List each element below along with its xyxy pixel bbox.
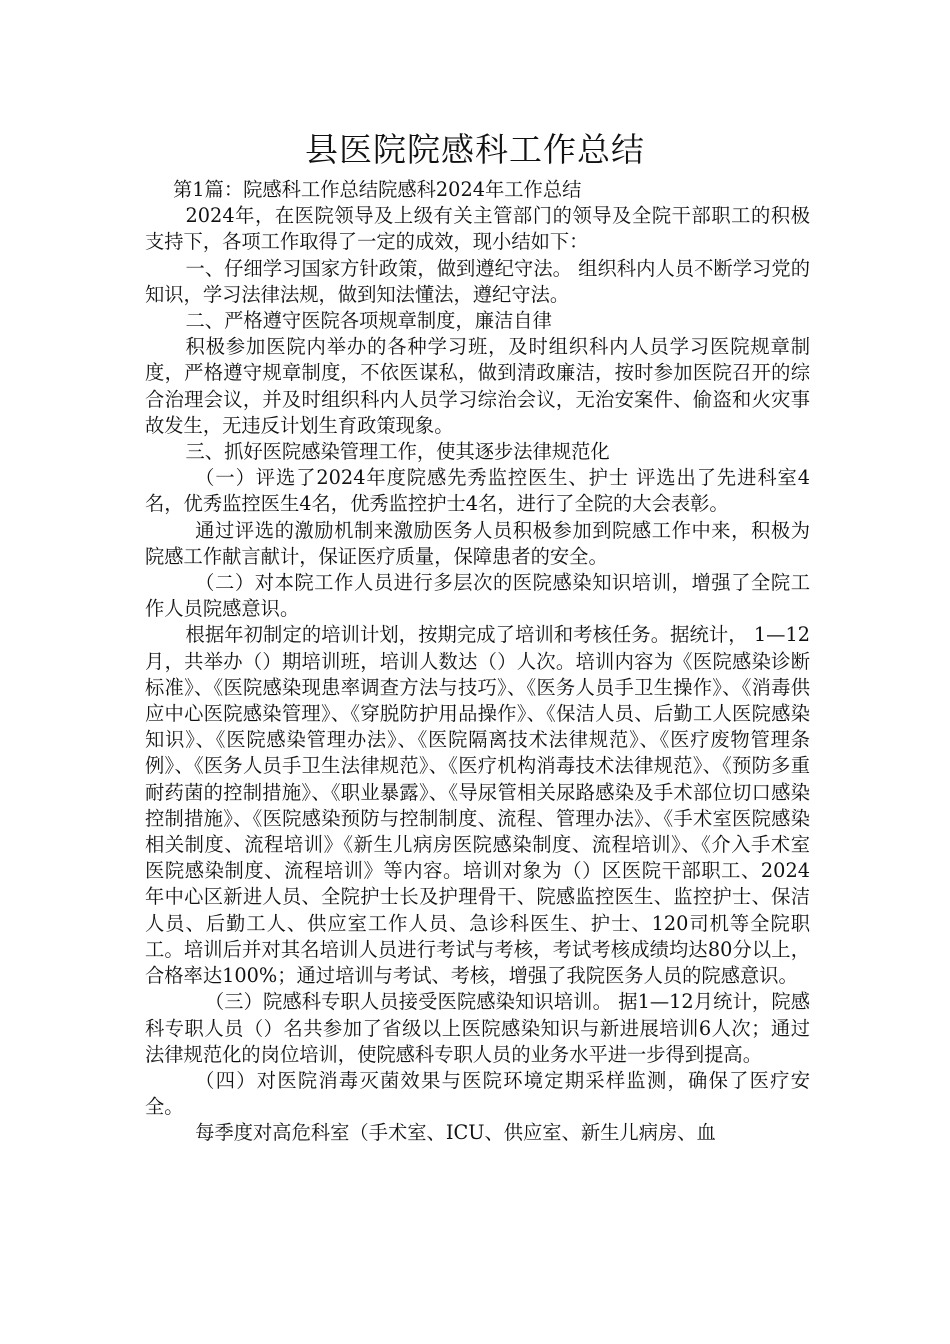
paragraph: 通过评选的激励机制来激励医务人员积极参加到院感工作中来，积极为院感工作献言献计，保证医疗质量，保障患者的安全。	[145, 518, 810, 568]
document-title: 县医院院感科工作总结	[305, 130, 645, 169]
paragraph: 一、仔细学习国家方针政策，做到遵纪守法。 组织科内人员不断学习党的知识，学习法律法规，做到知法懂法，遵纪守法。	[145, 256, 810, 306]
paragraph: 根据年初制定的培训计划，按期完成了培训和考核任务。据统计， 1—12月，共举办（）期培训班，培训人数达（）人次。培训内容为《医院感染诊断标准》、《医院感染现患率调查方法与技巧》、《医务人员手卫生操作》、《消毒供应中心医院感染管理》、《穿脱防护用品操作》、《保洁人员、后勤工人医院感染知识》、《医院感染管理办法》、《医院隔离技术法律规范》、《医疗废物管理条例》、《医务人员手卫生法律规范》、《医疗机构消毒技术法律规范》、《预防多重耐药菌的控制措施》、《职业暴露》、《导尿管相关尿路感染及手术部位切口感染控制措施》、《医院感染预防与控制制度、流程、管理办法》、《手术室医院感染相关制度、流程培训》《新生儿病房医院感染制度、流程培训》、《介入手术室医院感染制度、流程培训》等内容。培训对象为（）区医院干部职工、2024年中心区新进人员、全院护士长及护理骨干、院感监控医生、监控护士、保洁人员、后勤工人、供应室工作人员、急诊科医生、护士、120司机等全院职工。培训后并对其名培训人员进行考试与考核，考试考核成绩均达80分以上，合格率达100%；通过培训与考试、考核，增强了我院医务人员的院感意识。	[145, 623, 810, 988]
paragraph: 二、严格遵守医院各项规章制度，廉洁自律	[185, 309, 552, 333]
paragraph: （三）院感科专职人员接受医院感染知识培训。 据1—12月统计，院感科专职人员（）名共参加了省级以上医院感染知识与新进展培训6人次；通过法律规范化的岗位培训，使院感科专职人员的业务水平进一步得到提高。	[145, 990, 810, 1066]
paragraph: 2024年，在医院领导及上级有关主管部门的领导及全院干部职工的积极支持下，各项工作取得了一定的成效，现小结如下：	[145, 204, 810, 254]
document-body	[145, 177, 810, 1147]
paragraph: （一）评选了2024年度院感先秀监控医生、护士 评选出了先进科室4名，优秀监控医生4名，优秀监控护士4名，进行了全院的大会表彰。	[145, 466, 810, 516]
paragraph: 每季度对高危科室（手术室、ICU、供应室、新生儿病房、血	[195, 1121, 716, 1145]
paragraph: 积极参加医院内举办的各种学习班，及时组织科内人员学习医院规章制度，严格遵守规章制度，不依医谋私，做到清政廉洁，按时参加医院召开的综合治理会议，并及时组织科内人员学习综治会议，无治安案件、偷盗和火灾事故发生，无违反计划生育政策现象。	[145, 335, 810, 437]
paragraph: 第1篇：院感科工作总结院感科2024年工作总结	[172, 178, 582, 201]
paragraph: （四）对医院消毒灭菌效果与医院环境定期采样监测，确保了医疗安全。	[145, 1068, 810, 1119]
paragraph: （二）对本院工作人员进行多层次的医院感染知识培训，增强了全院工作人员院感意识。	[145, 571, 810, 621]
paragraph: 三、抓好医院感染管理工作，使其逐步法律规范化	[185, 440, 610, 464]
